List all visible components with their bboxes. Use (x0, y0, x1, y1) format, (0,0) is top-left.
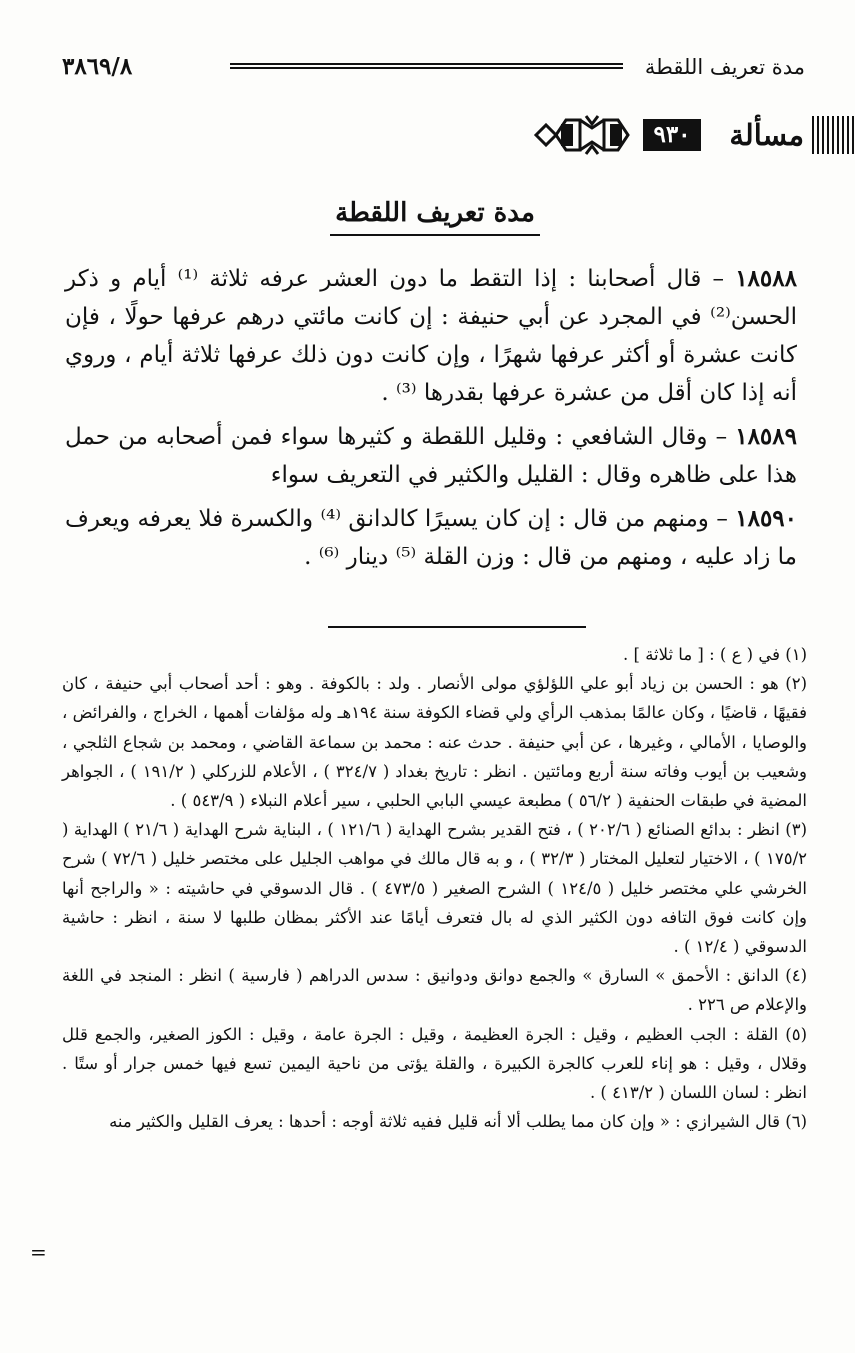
running-header-title: مدة تعريف اللقطة (644, 55, 805, 79)
paragraph (65, 418, 797, 494)
running-header-page-number: ٣٨٦٩/٨ (62, 53, 133, 80)
footnote-separator (328, 626, 586, 628)
paragraph-text: – قال أصحابنا : إذا التقط ما دون العشر عرفه ثلاثة ⁽¹⁾ أيام و ذكر الحسن⁽²⁾ في المجرد عن أبي حنيفة : إن كانت مائتي درهم عرفها حولًا ، فإن كانت عشرة أو أكثر عرفها شهرًا ، وإن كانت دون ذلك عرفها ثلاثة أيام ، وروي أنه إذا كان أقل من عشرة عرفها بقدرها ⁽³⁾ . (65, 266, 797, 406)
running-header-double-rule (230, 63, 623, 69)
running-header (62, 52, 805, 82)
continuation-mark: = (30, 1240, 47, 1264)
footnote: (٢) هو : الحسن بن زياد أبو علي اللؤلؤي مولى الأنصار . ولد : بالكوفة . وهو : أحد أصحاب أبي حنيفة ، كان فقيهًا ، قاضيًا ، وكان عالمًا بمذهب الرأي ولي قضاء الكوفة سنة ١٩٤هـ وله مؤلفات أهمها ، الخراج ، والفرائض ، والوصايا ، الأمالي ، وغيرها ، عن أبي حنيفة . حدث عنه : محمد بن سماعة القاضي ، ومحمد بن شجاع الثلجي ، وشعيب بن أيوب وفاته سنة أربع ومائتين . انظر : تاريخ بغداد ( ٣٢٤/٧ ) ، الأعلام للزركلي ( ١٩١/٢ ) ، الجواهر المضية في طبقات الحنفية ( ٥٦/٢ ) مطبعة عيسي البابي الحلبي ، سير أعلام النبلاء ( ٥٤٣/٩ ) . (62, 674, 807, 811)
banner-label: مسألة (729, 118, 804, 152)
paragraph (65, 260, 797, 412)
chapter-title: مدة تعريف اللقطة (335, 198, 535, 228)
footnote: (٦) قال الشيرازي : « وإن كان مما يطلب ألا أنه قليل ففيه ثلاثة أوجه : أحدها : يعرف القليل والكثير منه (109, 1112, 807, 1132)
footnotes (62, 640, 807, 1136)
paragraph-number: ١٨٥٩٠ (735, 505, 798, 532)
paragraph-number: ١٨٥٨٩ (735, 423, 797, 450)
paragraph (65, 500, 797, 576)
paragraph-text: – ومنهم من قال : إن كان يسيرًا كالدانق ⁽⁴⁾ والكسرة فلا يعرفه ويعرف ما زاد عليه ، ومنهم من قال : وزن القلة ⁽⁵⁾ دينار ⁽⁶⁾ . (65, 506, 797, 570)
paragraph-text: – وقال الشافعي : وقليل اللقطة و كثيرها سواء فمن أصحابه من حمل هذا على ظاهره وقال : القليل والكثير في التعريف سواء (65, 424, 797, 488)
banner-number: ٩٣٠ (643, 119, 701, 151)
chapter-title-underline (330, 234, 540, 236)
paragraph-number: ١٨٥٨٨ (735, 265, 797, 292)
main-text (65, 260, 797, 582)
geometric-ornament-icon (534, 112, 634, 158)
footnote: (١) في ( ع ) : [ ما ثلاثة ] . (623, 645, 807, 664)
banner-bars-ornament (812, 116, 854, 154)
masala-banner (534, 110, 854, 160)
footnote: (٣) انظر : بدائع الصنائع ( ٢٠٢/٦ ) ، فتح القدير بشرح الهداية ( ١٢١/٦ ) ، البناية شرح الهداية ( ٢١/٦ ) الهداية ( ١٧٥/٢ ) ، الاختيار لتعليل المختار ( ٣٢/٣ ) ، و به قال مالك في مواهب الجليل على مختصر خليل ( ٧٢/٦ ) شرح الخرشي علي مختصر خليل ( ١٢٤/٥ ) الشرح الصغير ( ٤٧٣/٥ ) . قال الدسوقي في حاشيته : « والراجح أنها وإن كانت فوق التافه دون الكثير الذي له بال فتعرف أيامًا عند الأكثر بمظان طلبها لا سنة ، انظر : حاشية الدسوقي ( ١٢/٤ ) . (62, 820, 808, 957)
footnote: (٤) الدانق : الأحمق » السارق » والجمع دوانق ودوانيق : سدس الدراهم ( فارسية ) انظر : المنجد في اللغة والإعلام ص ٢٢٦ . (62, 966, 807, 1015)
footnote: (٥) القلة : الجب العظيم ، وقيل : الجرة العظيمة ، وقيل : الجرة عامة ، وقيل : الكوز الصغير، والجمع قلل وقلال ، وقيل : هو إناء للعرب كالجرة الكبيرة ، والقلة يؤتى من ناحية اليمين تسع فيها خمس جرار أو ستًا . انظر : لسان اللسان ( ٤١٣/٢ ) . (62, 1024, 807, 1103)
